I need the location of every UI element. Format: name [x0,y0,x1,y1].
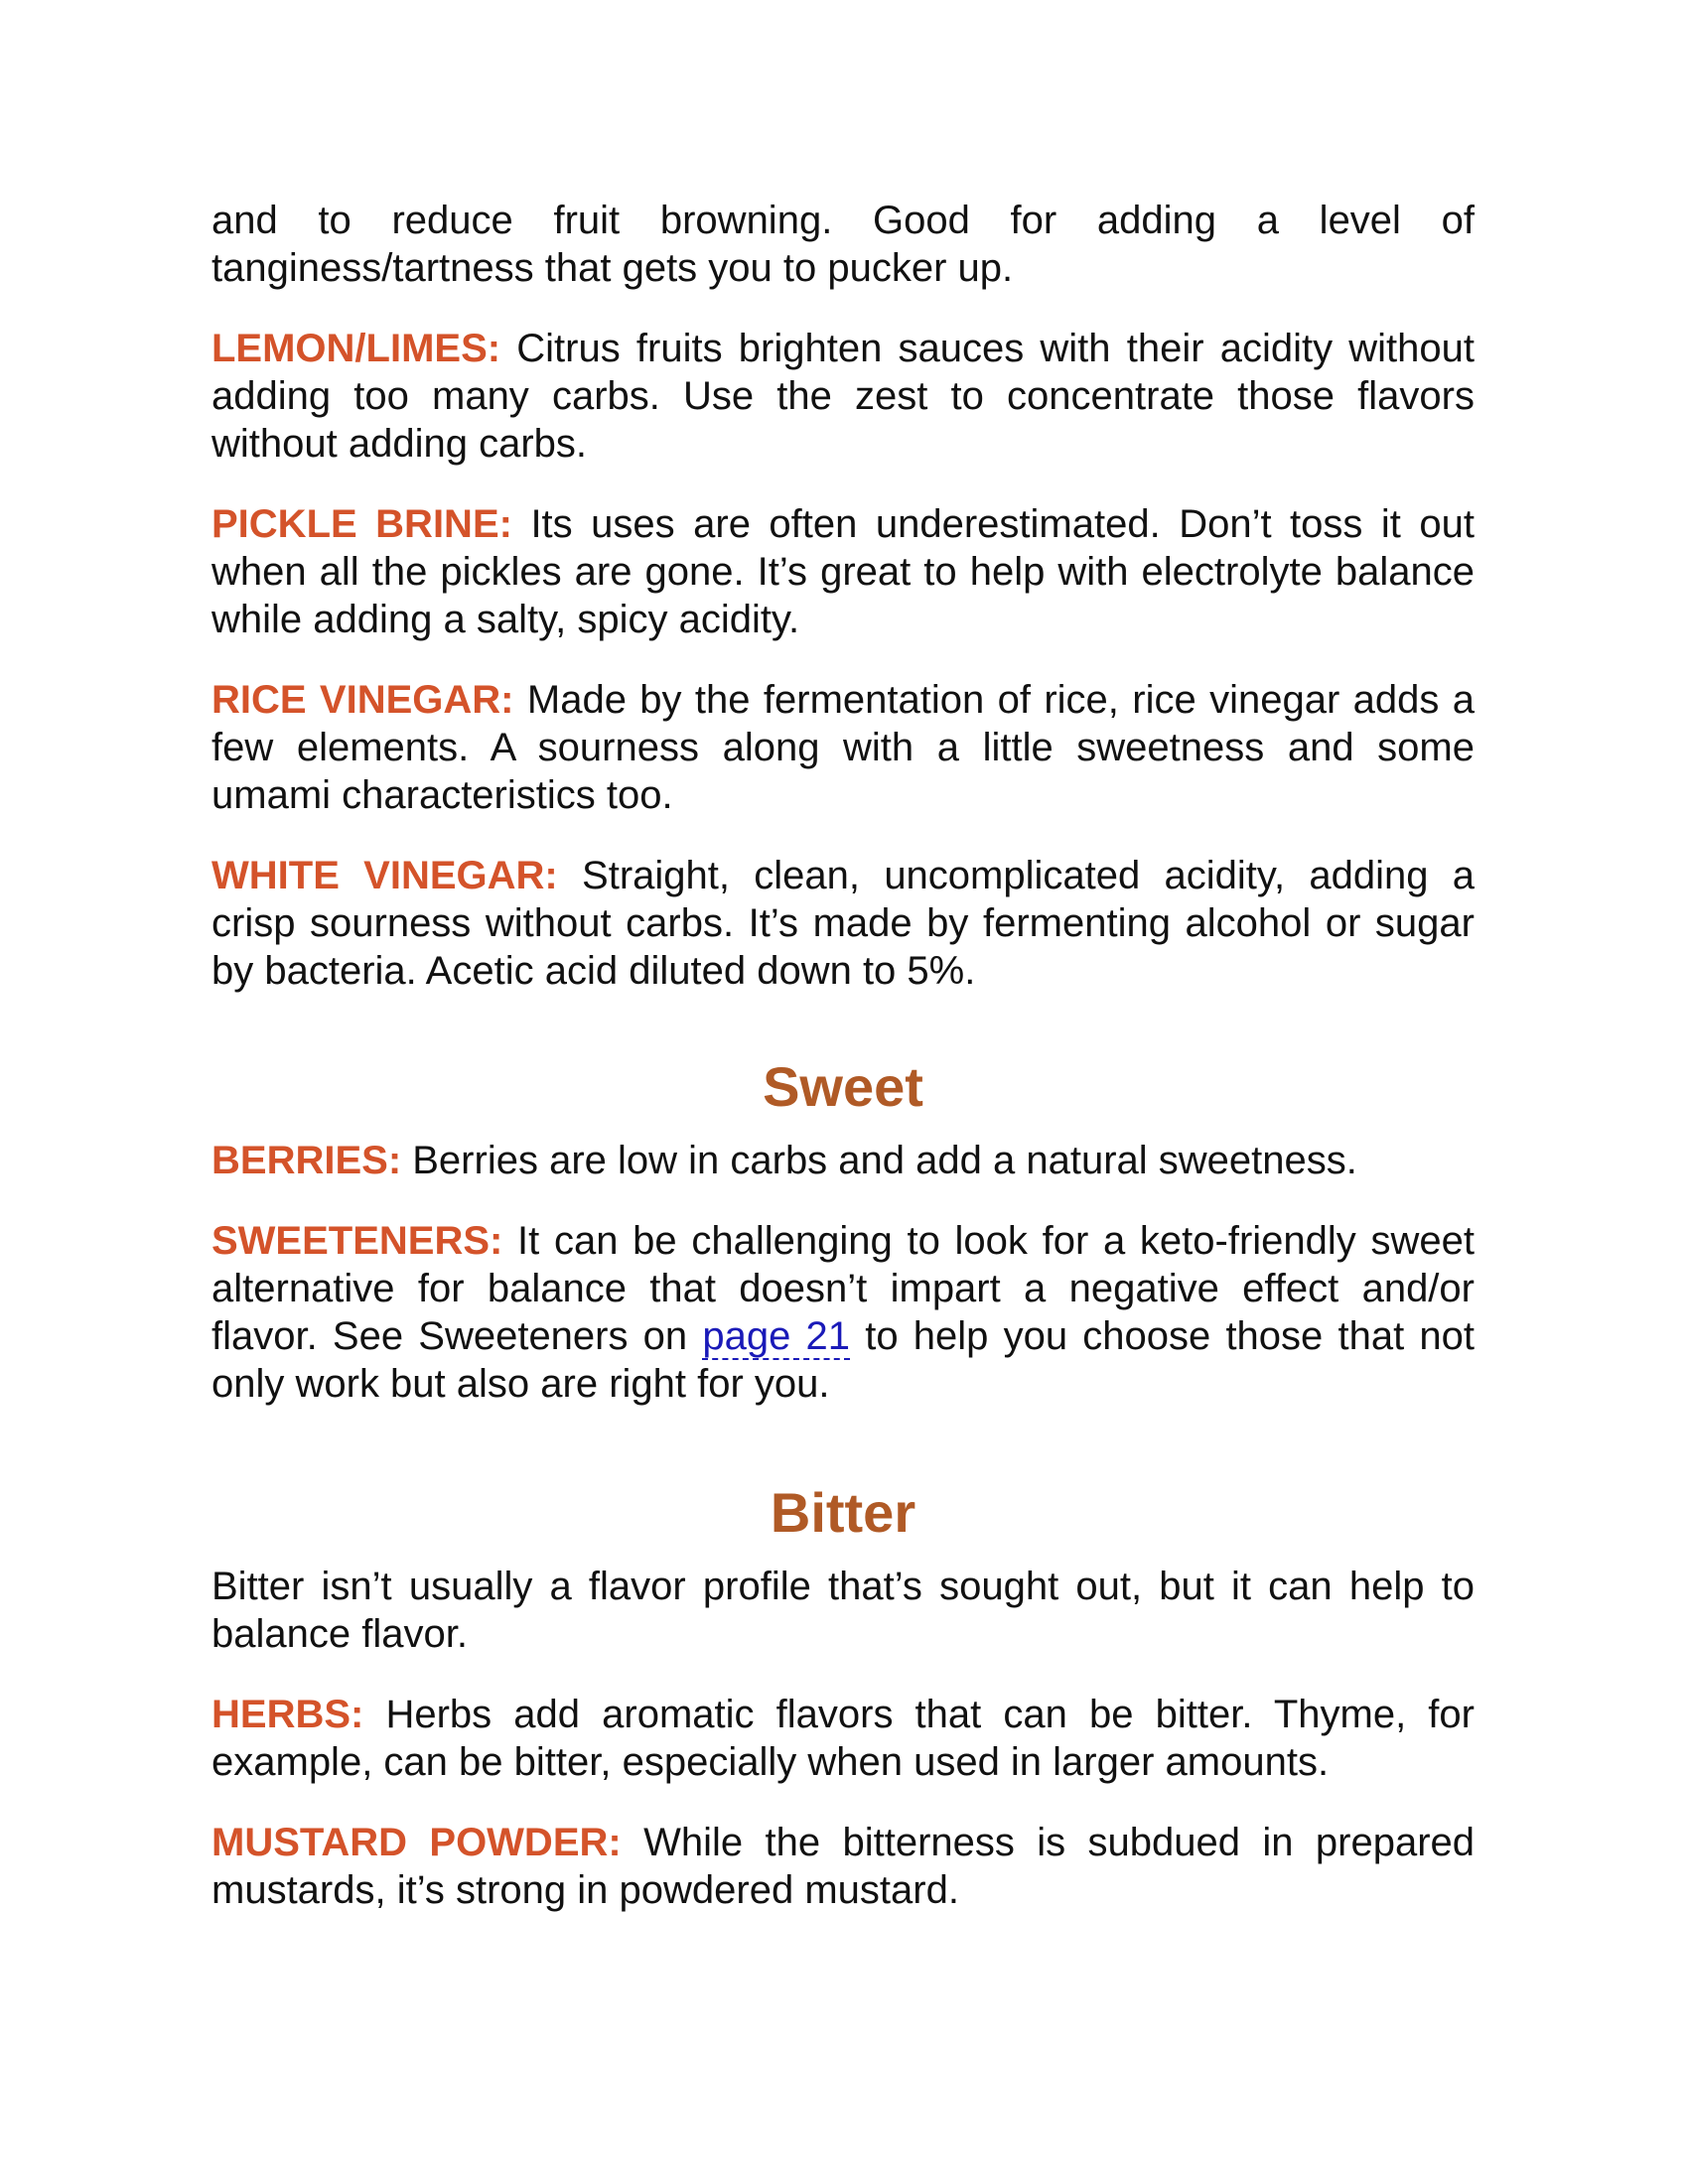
entry-term: BERRIES: [211,1139,402,1182]
entry-term: SWEETENERS: [211,1219,503,1263]
bitter-intro-paragraph: Bitter isn’t usually a flavor profile that’s sought out, but it can help to balance flavor. [211,1565,1475,1656]
entry-rice-vinegar [211,676,1475,819]
entry-text: Straight, clean, uncomplicated acidity, adding a crisp sourness without carbs. It’s made by fermenting alcohol or sugar by bacteria. Acetic acid diluted down to 5%. [211,854,1476,993]
entry-white-vinegar [211,852,1475,995]
section-heading-bitter: Bitter [770,1481,916,1544]
entry-text-continued: to help you choose those that not only work but also are right for you. [211,1314,1475,1406]
entry-term: PICKLE BRINE: [211,502,512,546]
entry-text: Its uses are often underestimated. Don’t toss it out when all the pickles are gone. It’s great to help with electrolyte balance while adding a salty, spicy acidity. [211,502,1475,641]
intro-paragraph: and to reduce fruit browning. Good for adding a level of tanginess/tartness that gets you to pucker up. [211,199,1475,290]
page-reference-link[interactable]: page 21 [702,1314,851,1358]
entry-mustard-powder [211,1819,1475,1914]
section-heading-sweet: Sweet [763,1055,923,1118]
entry-lemon-limes [211,325,1475,468]
entry-text: Citrus fruits brighten sauces with their acidity without adding too many carbs. Use the zest to concentrate those flavors without adding carbs. [211,327,1475,466]
entry-herbs [211,1691,1475,1786]
entry-text: Made by the fermentation of rice, rice vinegar adds a few elements. A sourness along with a little sweetness and some umami characteristics too. [211,678,1475,817]
entry-text: Berries are low in carbs and add a natural sweetness. [401,1139,1357,1182]
entry-term: WHITE VINEGAR: [211,854,558,897]
entry-text: It can be challenging to look for a keto-friendly sweet alternative for balance that doesn’t impart a negative effect and/or flavor. See Sweeteners on [211,1219,1475,1358]
entry-term: LEMON/LIMES: [211,327,501,370]
entry-text: Herbs add aromatic flavors that can be bitter. Thyme, for example, can be bitter, especially when used in larger amounts. [211,1693,1475,1784]
entry-term: HERBS: [211,1693,364,1736]
entry-term: MUSTARD POWDER: [211,1821,622,1864]
entry-term: RICE VINEGAR: [211,678,514,722]
entry-berries [211,1137,1475,1184]
document-page [211,197,1475,1947]
entry-pickle-brine [211,500,1475,643]
entry-sweeteners [211,1217,1475,1408]
entry-text: While the bitterness is subdued in prepared mustards, it’s strong in powdered mustard. [211,1821,1475,1912]
